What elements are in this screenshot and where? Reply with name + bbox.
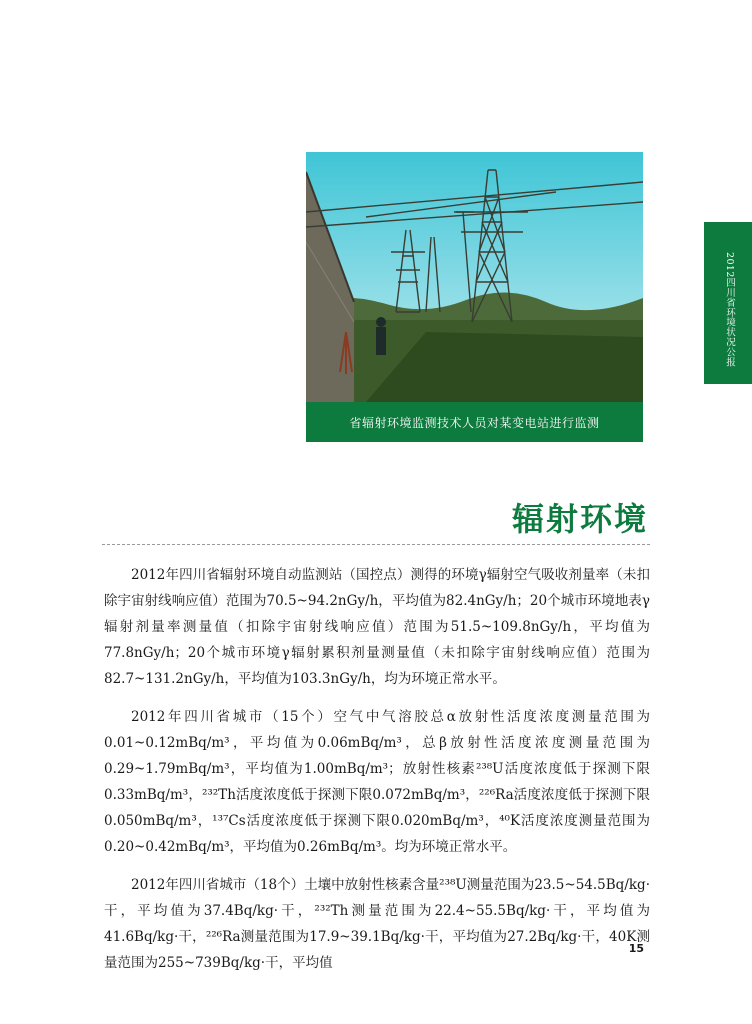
paragraph: 2012年四川省辐射环境自动监测站（国控点）测得的环境γ辐射空气吸收剂量率（未扣除宇宙射线响应值）范围为70.5~94.2nGy/h，平均值为82.4nGy/h；20个城市环境地表γ辐射剂量率测量值（扣除宇宙射线响应值）范围为51.5~109.8nGy/h，平均值为77.8nGy/h；20个城市环境γ辐射累积剂量测量值（未扣除宇宙射线响应值）范围为82.7~131.2nGy/h，平均值为103.3nGy/h，均为环境正常水平。 xyxy=(104,567,650,687)
paragraph: 2012年四川省城市（18个）土壤中放射性核素含量²³⁸U测量范围为23.5~54.5Bq/kg·干，平均值为37.4Bq/kg·干，²³²Th测量范围为22.4~55.5Bq/kg·干，平均值为41.6Bq/kg·干，²²⁶Ra测量范围为17.9~39.1Bq/kg·干，平均值为27.2Bq/kg·干，40K测量范围为255~739Bq/kg·干，平均值 xyxy=(104,877,650,971)
substation-photo-image xyxy=(306,152,643,402)
page-number: 15 xyxy=(628,942,644,955)
photo-caption: 省辐射环境监测技术人员对某变电站进行监测 xyxy=(349,415,600,430)
side-tab-text: 2012四川省环境状况公报 xyxy=(724,252,735,367)
paragraph: 2012年四川省城市（15个）空气中气溶胶总α放射性活度浓度测量范围为0.01~0.12mBq/m³，平均值为0.06mBq/m³，总β放射性活度浓度测量范围为0.29~1.79mBq/m³，平均值为1.00mBq/m³；放射性核素²³⁸U活度浓度低于探测下限0.33mBq/m³，²³²Th活度浓度低于探测下限0.072mBq/m³，²²⁶Ra活度浓度低于探测下限0.050mBq/m³，¹³⁷Cs活度浓度低于探测下限0.020mBq/m³，⁴⁰K活度浓度测量范围为0.20~0.42mBq/m³，平均值为0.26mBq/m³。均为环境正常水平。 xyxy=(104,709,650,855)
section-title: 辐射环境 xyxy=(511,500,648,538)
side-tab xyxy=(704,222,752,384)
body-text xyxy=(104,562,650,988)
dashed-divider xyxy=(102,544,650,545)
header-photo xyxy=(306,152,643,442)
